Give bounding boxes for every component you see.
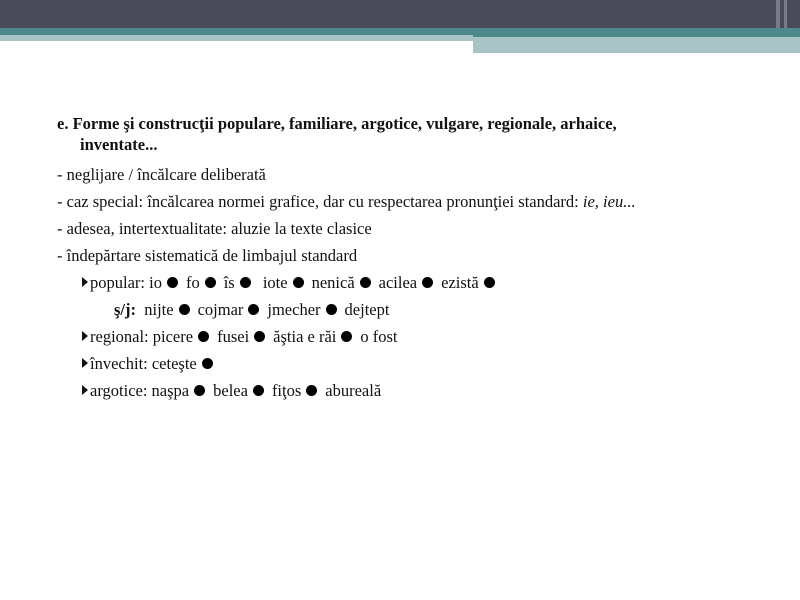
regional-label: regional: picere (90, 327, 194, 346)
sub-bullet-popular (57, 269, 777, 296)
dot-separator-icon (248, 304, 259, 315)
header-bar (0, 0, 800, 28)
arrow-bullet-icon (82, 385, 88, 395)
dot-separator-icon (198, 331, 209, 342)
light-band-left (0, 35, 473, 41)
popular-word: îs (223, 273, 235, 292)
sub-bullet-sj (57, 296, 777, 323)
light-band-right (473, 37, 800, 53)
sub-bullet-invechit (57, 350, 777, 377)
slide-body (57, 113, 777, 404)
argotice-word: fiţos (271, 381, 302, 400)
dot-separator-icon (484, 277, 495, 288)
popular-word: fo (185, 273, 200, 292)
slide-heading (57, 113, 777, 155)
dot-separator-icon (293, 277, 304, 288)
header-bar-accent (772, 0, 800, 28)
regional-word: fusei (217, 327, 250, 346)
arrow-bullet-icon (82, 331, 88, 341)
argotice-label: argotice: naşpa (90, 381, 190, 400)
heading-line-1: e. Forme şi construcţii populare, familiare, argotice, vulgare, regionale, arhaice, (57, 114, 617, 133)
dot-separator-icon (205, 277, 216, 288)
dot-separator-icon (202, 358, 213, 369)
dot-separator-icon (240, 277, 251, 288)
sj-word: cojmar (197, 300, 244, 319)
invechit-label: învechit: ceteşte (90, 354, 197, 373)
sub-bullet-regional (57, 323, 777, 350)
sj-word: jmecher (267, 300, 321, 319)
dot-separator-icon (422, 277, 433, 288)
dot-separator-icon (341, 331, 352, 342)
dot-separator-icon (306, 385, 317, 396)
bullet-line: - neglijare / încălcare deliberată (57, 165, 266, 184)
popular-word: nenică (311, 273, 355, 292)
regional-word: ăştia e răi (273, 327, 337, 346)
sub-bullet-argotice (57, 377, 777, 404)
regional-word: o fost (360, 327, 398, 346)
bullet-line: - adesea, intertextualitate: aluzie la texte clasice (57, 219, 372, 238)
popular-word: acilea (378, 273, 418, 292)
dot-separator-icon (253, 385, 264, 396)
dot-separator-icon (167, 277, 178, 288)
sj-label: ş/j: (114, 300, 136, 319)
argotice-word: belea (213, 381, 248, 400)
popular-word: ezistă (441, 273, 479, 292)
dot-separator-icon (194, 385, 205, 396)
arrow-bullet-icon (82, 358, 88, 368)
heading-line-2: inventate... (80, 135, 158, 154)
arrow-bullet-icon (82, 277, 88, 287)
accent-stripe (776, 0, 780, 28)
sj-word: nijte (144, 300, 174, 319)
argotice-word: abureală (325, 381, 382, 400)
accent-stripe (784, 0, 787, 28)
popular-word: iote (262, 273, 288, 292)
bullet-line: - îndepărtare sistematică de limbajul standard (57, 246, 358, 265)
dot-separator-icon (179, 304, 190, 315)
dot-separator-icon (360, 277, 371, 288)
sj-word: dejtept (344, 300, 390, 319)
dot-separator-icon (326, 304, 337, 315)
bullet-line (57, 188, 777, 215)
line-text: - caz special: încălcarea normei grafice, dar cu respectarea pronunţiei standard: (57, 192, 583, 211)
example-italic: ie, ieu... (582, 192, 636, 211)
dot-separator-icon (254, 331, 265, 342)
popular-label: popular: io (90, 273, 162, 292)
